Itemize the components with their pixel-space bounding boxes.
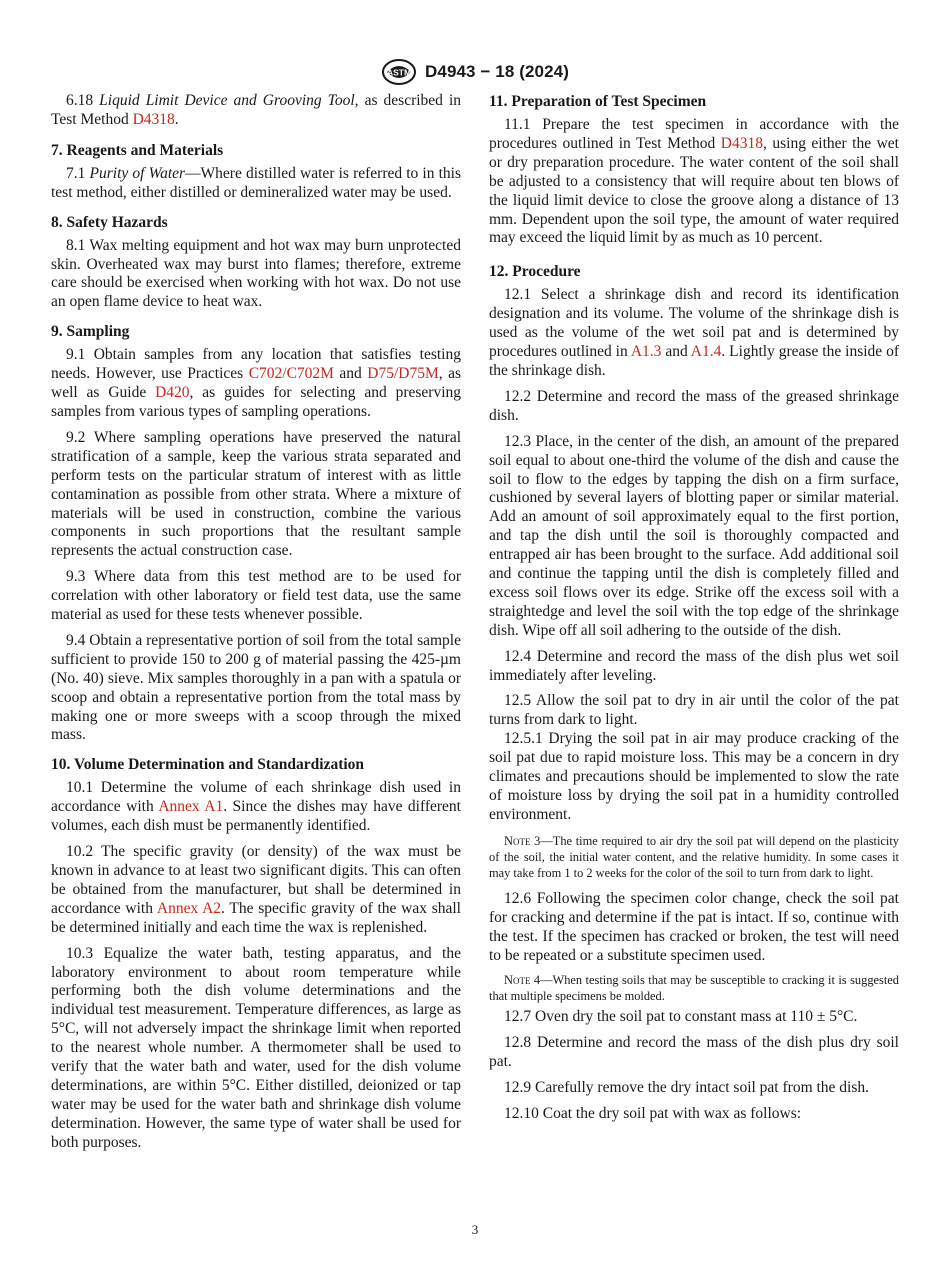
- section-10: [51, 755, 461, 1152]
- paragraph-6-18: 6.18 Liquid Limit Device and Grooving Tool, as described in Test Method D4318.: [51, 92, 462, 128]
- link-annex-a1[interactable]: Annex A1: [158, 798, 224, 816]
- paragraph-12-3: 12.3 Place, in the center of the dish, an amount of the prepared soil equal to about one-third the volume of the dish and cause the soil to flow to the edges by tapping the dish on a firm surface, cushioned by several layers of blotting paper or similar material. Add an amount of soil approximately equal to the first portion, and tap the dish until the soil is thoroughly compacted and entrapped air has been brought to the surface. Add additional soil and continue the tapping until the dish is completely filled and excess soil flows over its edge. Strike off the excess soil with a straightedge and level the soil with the top edge of the shrinkage dish. Wipe off all soil adhering to the outside of the dish.: [489, 432, 899, 639]
- link-d4318[interactable]: D4318: [132, 110, 175, 128]
- paragraph-12-10: 12.10 Coat the dry soil pat with wax as follows:: [504, 1105, 802, 1123]
- link-c702[interactable]: C702/C702M: [248, 365, 334, 383]
- paragraph-10-3: 10.3 Equalize the water bath, testing apparatus, and the laboratory environment to about room temperature while performing both the dish volume determinations and the individual test measurement. Temperature differences, as large as 5°C, will not adversely impact the shrinkage limit when reported to the nearest whole number. A thermometer shall be used to verify that the water bath and water, used for the dish volume determinations, are within 5°C. Either distilled, deionized or tap water may be used for the water bath and shrinkage dish volume determination. However, the same type of water shall be used for both purposes.: [51, 944, 461, 1151]
- link-d75[interactable]: D75/D75M: [367, 365, 439, 383]
- paragraph-12-1: 12.1 Select a shrinkage dish and record its identification designation and its volume. The volume of the shrinkage dish is used as the volume of the wet soil pat and is determined by procedures outlined in A1.3 and A1.4. Lightly grease the inside of the shrinkage dish.: [489, 286, 900, 379]
- paragraph-12-5: 12.5 Allow the soil pat to dry in air until the color of the pat turns from dark to light.: [489, 692, 899, 729]
- section-7-title: 7. Reagents and Materials: [51, 141, 224, 159]
- link-a1-4[interactable]: A1.4: [690, 343, 722, 361]
- page-header: [0, 56, 950, 88]
- section-11: [489, 92, 899, 248]
- paragraph-12-4: 12.4 Determine and record the mass of the dish plus wet soil immediately after leveling.: [489, 647, 899, 684]
- section-9-title: 9. Sampling: [51, 323, 130, 341]
- page-number: 3: [471, 1222, 479, 1237]
- section-8-title: 8. Safety Hazards: [51, 213, 168, 231]
- paragraph-9-2: 9.2 Where sampling operations have preserved the natural stratification of a sample, keep the various strata separated and perform tests on the particular stratum of interest with as little contamination as possible from other strata. Where a mixture of materials will be used in construction, combine the various components in such proportions that the resultant sample represents the actual construction case.: [51, 428, 461, 560]
- section-12: [489, 262, 899, 1124]
- section-12-title: 12. Procedure: [489, 263, 581, 281]
- paragraph-12-2: 12.2 Determine and record the mass of the greased shrinkage dish.: [489, 387, 899, 424]
- paragraph-11-1: 11.1 Prepare the test specimen in accordance with the procedures outlined in Test Method D4318, using either the wet or dry preparation procedure. The water content of the soil shall be adjusted to a consistency that will require about ten blows of the liquid limit device to close the groove along a distance of 13 mm. Dependent upon the soil type, the amount of water required may exceed the liquid limit by as much as 10 percent.: [489, 116, 899, 247]
- logo-label: ASTM: [386, 67, 412, 78]
- paragraph-12-9: 12.9 Carefully remove the dry intact soil pat from the dish.: [504, 1079, 870, 1097]
- paragraph-12-6: 12.6 Following the specimen color change, check the soil pat for cracking and determine if the pat is intact. If so, continue with the test. If the specimen has cracked or broken, the test will need to be repeated or a substitute specimen used.: [489, 889, 899, 964]
- right-column: [489, 92, 899, 1134]
- paragraph-9-4: 9.4 Obtain a representative portion of soil from the total sample sufficient to provide 150 to 200 g of material passing the 425-µm (No. 40) sieve. Mix samples thoroughly in a pan with a spatula or scoop and obtain a representative portion from the total mass by making one or more sweeps with a scoop through the mixed mass.: [51, 631, 461, 744]
- section-11-title: 11. Preparation of Test Specimen: [489, 93, 707, 110]
- paragraph-7-1: 7.1 Purity of Water—Where distilled water is referred to in this test method, either distilled or demineralized water may be used.: [51, 164, 462, 201]
- link-d4318-2[interactable]: D4318: [720, 134, 763, 152]
- section-9: [51, 322, 461, 745]
- link-annex-a2[interactable]: Annex A2: [156, 899, 222, 917]
- paragraph-10-2: 10.2 The specific gravity (or density) of the wax must be known in advance to at least two significant digits. This can often be obtained from the manufacturer, but shall be determined in accordance with Annex A2. The specific gravity of the wax shall be determined initially and each time the wax is replenished.: [51, 843, 461, 936]
- paragraph-12-8: 12.8 Determine and record the mass of the dish plus dry soil pat.: [489, 1034, 899, 1071]
- document-id: D4943 − 18 (2024): [425, 62, 569, 81]
- paragraph-10-1: 10.1 Determine the volume of each shrinkage dish used in accordance with Annex A1. Since the dishes may have different volumes, each dish must be permanently identified.: [51, 779, 461, 835]
- link-d420[interactable]: D420: [155, 384, 190, 402]
- link-a1-3[interactable]: A1.3: [630, 343, 662, 361]
- paragraph-12-5-1: 12.5.1 Drying the soil pat in air may produce cracking of the soil pat due to rapid moisture loss. This may be a concern in dry climates and precautions should be implemented to slow the rate of moisture loss by drying the soil pat in a humidity controlled environment.: [489, 730, 899, 823]
- section-10-title: 10. Volume Determination and Standardization: [51, 756, 365, 774]
- left-column: [51, 92, 461, 1163]
- astm-logo-icon: [381, 58, 417, 86]
- paragraph-8-1: 8.1 Wax melting equipment and hot wax may burn unprotected skin. Overheated wax may burst into flames; therefore, extreme care should be exercised when working with hot wax. Do not use an open flame device to heat wax.: [51, 236, 461, 311]
- section-7: [51, 141, 461, 203]
- note-4-label: Note 4: [504, 973, 541, 988]
- paragraph-9-1: 9.1 Obtain samples from any location that satisfies testing needs. However, use Practices C702/C702M and D75/D75M, as well as Guide D420, as guides for selecting and preserving samples from various types of sampling operations.: [51, 346, 461, 420]
- section-8: [51, 213, 461, 313]
- note-3: Note 3—The time required to air dry the soil pat will depend on the plasticity of the soil, the initial water content, and the relative humidity. In some cases it may take from 1 to 2 weeks for the color of the soil to turn from dark to light.: [489, 833, 899, 880]
- note-4: Note 4—When testing soils that may be susceptible to cracking it is suggested that multiple specimens be molded.: [489, 973, 899, 1004]
- paragraph-12-7: 12.7 Oven dry the soil pat to constant mass at 110 ± 5°C.: [504, 1008, 858, 1026]
- note-3-label: Note 3: [504, 833, 541, 848]
- paragraph-9-3: 9.3 Where data from this test method are to be used for correlation with other laboratory or field test data, use the same material as used for these tests whenever possible.: [51, 568, 461, 624]
